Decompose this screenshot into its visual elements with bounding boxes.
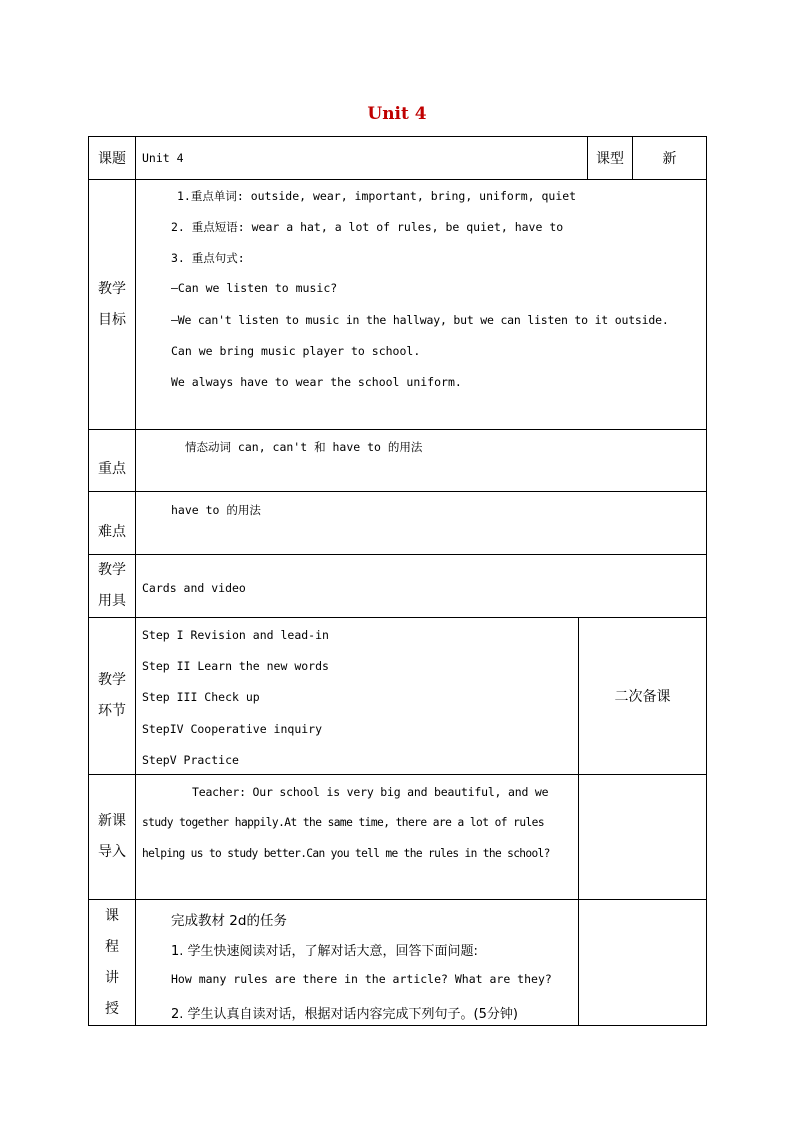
lesson-plan-table xyxy=(88,136,707,1026)
steps-label-cell xyxy=(89,618,136,775)
objective-line: 1.重点单词: outside, wear, important, bring, uniform, quiet xyxy=(177,189,577,203)
document-title: Unit 4 xyxy=(367,104,427,124)
objective-line: —Can we listen to music? xyxy=(171,281,338,295)
intro-line: Teacher: Our school is very big and beautiful, and we xyxy=(192,785,549,799)
tools-label-line: 用具 xyxy=(98,593,126,609)
intro-content-cell xyxy=(136,775,579,900)
lecture-label-char: 程 xyxy=(105,938,119,955)
lecture-label-char: 授 xyxy=(105,1000,119,1017)
tools-text: Cards and video xyxy=(142,581,246,595)
lecture-content-cell xyxy=(136,900,579,1026)
steps-label-line: 教学 xyxy=(98,672,126,688)
lecture-line: 完成教材 2d的任务 xyxy=(171,913,287,929)
second-prep-cell xyxy=(579,618,707,775)
objective-line: 3. 重点句式: xyxy=(171,251,245,265)
topic-label: 课题 xyxy=(98,151,126,167)
lecture-line: 2. 学生认真自读对话，根据对话内容完成下列句子。(5分钟) xyxy=(171,1007,518,1022)
lecture-label-cell xyxy=(89,900,136,1026)
lecture-line: How many rules are there in the article? What are they? xyxy=(171,972,552,986)
second-prep-label: 二次备课 xyxy=(614,689,671,705)
intro-line: helping us to study better.Can you tell me the rules in the school? xyxy=(142,847,550,860)
tools-label-cell xyxy=(89,555,136,618)
step-item: StepV Practice xyxy=(142,753,239,767)
type-value: 新 xyxy=(662,151,677,167)
lecture-label-char: 课 xyxy=(105,907,119,924)
difficulties-content-cell xyxy=(136,492,707,555)
lecture-label-char: 讲 xyxy=(105,969,119,986)
difficulties-label: 难点 xyxy=(98,524,126,540)
type-label: 课型 xyxy=(596,151,624,167)
type-label-cell xyxy=(588,137,633,180)
topic-value-cell xyxy=(136,137,588,180)
difficulties-label-cell xyxy=(89,492,136,555)
intro-line: study together happily.At the same time, there are a lot of rules xyxy=(142,816,545,829)
step-item: StepIV Cooperative inquiry xyxy=(142,722,323,736)
key-points-label: 重点 xyxy=(98,461,126,477)
objectives-label-line: 教学 xyxy=(98,280,126,297)
difficulties-text: have to 的用法 xyxy=(171,503,261,517)
tools-content-cell xyxy=(136,555,707,618)
steps-content-cell xyxy=(136,618,579,775)
key-points-content-cell xyxy=(136,430,707,492)
type-value-cell xyxy=(633,137,707,180)
topic-value: Unit 4 xyxy=(142,151,184,165)
key-points-text: 情态动词 can, can't 和 have to 的用法 xyxy=(185,440,423,454)
step-item: Step II Learn the new words xyxy=(142,659,329,673)
objective-line: Can we bring music player to school. xyxy=(171,344,421,358)
objective-line: We always have to wear the school uniform. xyxy=(171,375,462,389)
topic-label-cell xyxy=(89,137,136,180)
intro-label-cell xyxy=(89,775,136,900)
key-points-label-cell xyxy=(89,430,136,492)
steps-label-line: 环节 xyxy=(98,703,126,719)
step-item: Step III Check up xyxy=(142,690,260,704)
objectives-label-cell xyxy=(89,180,136,430)
tools-label-line: 教学 xyxy=(98,562,126,578)
step-item: Step I Revision and lead-in xyxy=(142,628,329,642)
objective-line: 2. 重点短语: wear a hat, a lot of rules, be quiet, have to xyxy=(171,220,564,234)
objectives-label-line: 目标 xyxy=(98,311,126,328)
intro-label-line: 新课 xyxy=(98,813,126,829)
intro-side-cell xyxy=(579,775,707,900)
objective-line: —We can't listen to music in the hallway, but we can listen to it outside. xyxy=(171,313,669,327)
intro-label-line: 导入 xyxy=(98,844,126,860)
lecture-side-cell xyxy=(579,900,707,1026)
lecture-line: 1. 学生快速阅读对话，了解对话大意，回答下面问题: xyxy=(171,944,478,959)
objectives-content-cell xyxy=(136,180,707,430)
